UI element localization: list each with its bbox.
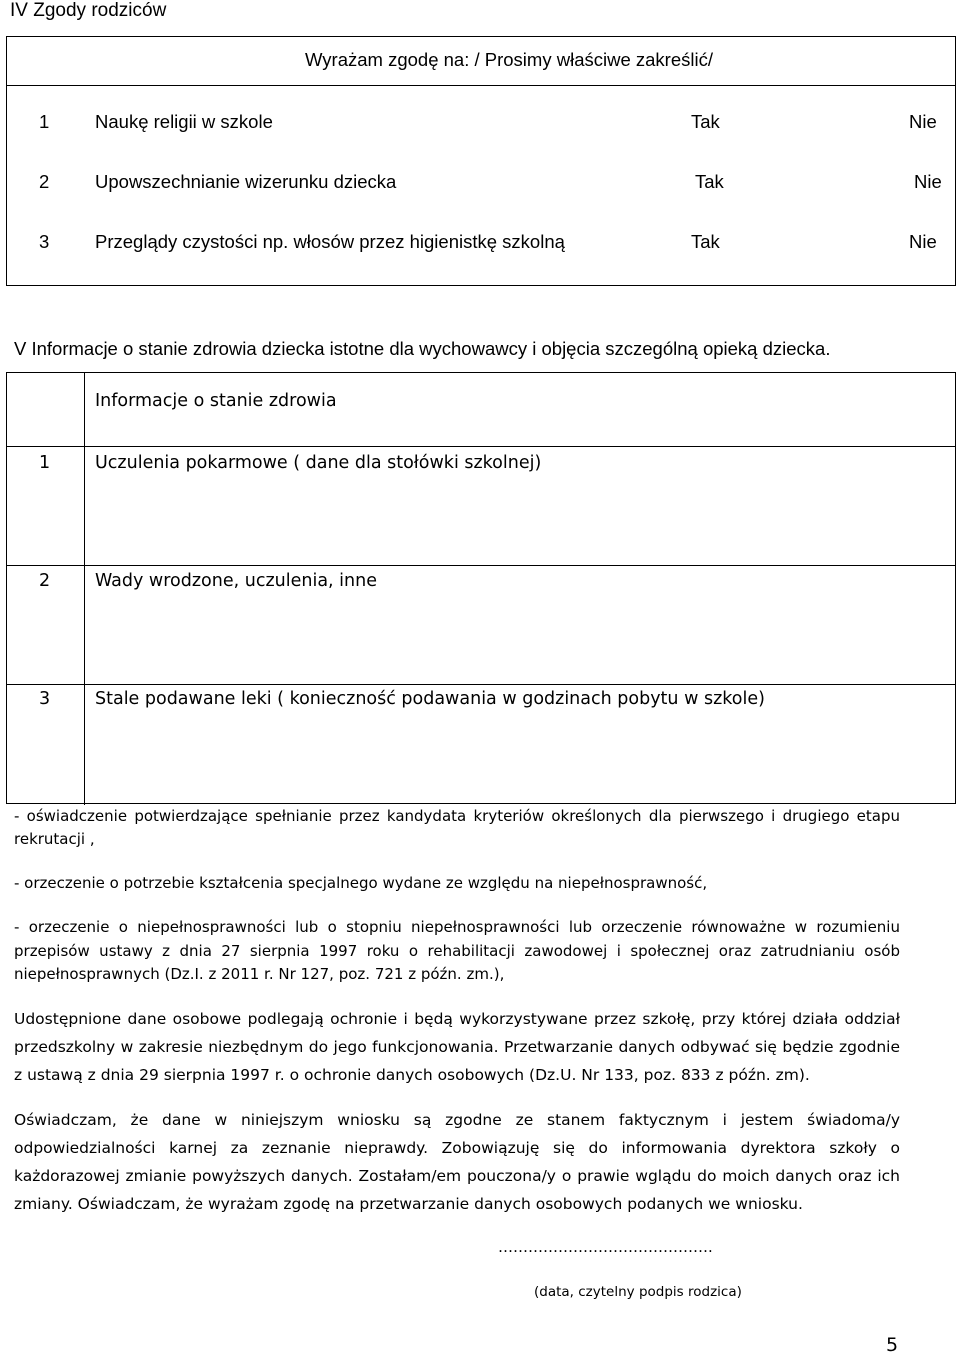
section-v-heading: V Informacje o stanie zdrowia dziecka istotne dla wychowawcy i objęcia szczególną opieką dziecka. — [14, 338, 831, 359]
consent-yes-option[interactable]: Tak — [691, 231, 720, 252]
section-iv-heading: IV Zgody rodziców — [10, 0, 167, 21]
consent-yes-option[interactable]: Tak — [691, 111, 720, 132]
consent-no-option[interactable]: Nie — [914, 171, 942, 192]
consent-row-number: 1 — [39, 111, 50, 132]
consent-no-option[interactable]: Nie — [909, 111, 937, 132]
health-table-row-divider — [7, 565, 955, 566]
attachment-item-disability: - orzeczenie o niepełnosprawności lub o stopniu niepełnosprawności lub orzeczenie równoważne w rozumieniu przepisów ustawy z dnia 27 sierpnia 1997 roku o rehabilitacji zawodowej i społecznej oraz zatrudnianiu osób niepełnosprawnych (Dz.I. z 2011 r. Nr 127, poz. 721 z późn. zm.), — [14, 918, 900, 983]
signature-caption: (data, czytelny podpis rodzica) — [534, 1284, 742, 1300]
attachment-item-special-education: - orzeczenie o potrzebie kształcenia specjalnego wydane ze względu na niepełnosprawność, — [14, 874, 708, 892]
consent-no-option[interactable]: Nie — [909, 231, 937, 252]
health-table-row-divider — [7, 446, 955, 447]
health-row-number: 2 — [39, 571, 51, 591]
consent-row-label: Upowszechnianie wizerunku dziecka — [95, 171, 397, 192]
health-row-label: Uczulenia pokarmowe ( dane dla stołówki szkolnej) — [95, 453, 542, 473]
consent-table — [6, 36, 956, 286]
health-row-label: Stale podawane leki ( konieczność podawania w godzinach pobytu w szkole) — [95, 689, 765, 709]
consent-table-header: Wyrażam zgodę na: / Prosimy właściwe zakreślić/ — [305, 49, 713, 70]
parent-declaration: Oświadczam, że dane w niniejszym wniosku są zgodne ze stanem faktycznym i jestem świadoma/y odpowiedzialności karnej za zeznanie nieprawdy. Zobowiązuję się do informowania dyrektora szkoły o każdorazowej zmianie powyższych danych. Zostałam/em pouczona/y o prawie wglądu do moich danych oraz ich zmiany. Oświadczam, że wyrażam zgodę na przetwarzanie danych osobowych podanych we wniosku. — [14, 1111, 900, 1213]
health-info-table — [6, 372, 956, 804]
health-table-header: Informacje o stanie zdrowia — [95, 391, 337, 411]
consent-row-number: 2 — [39, 171, 50, 192]
consent-table-divider — [7, 85, 955, 86]
consent-row-number: 3 — [39, 231, 50, 252]
consent-row-label: Naukę religii w szkole — [95, 111, 273, 132]
consent-yes-option[interactable]: Tak — [695, 171, 724, 192]
attachment-item-criteria: - oświadczenie potwierdzające spełnianie przez kandydata kryteriów określonych dla pierwszego i drugiego etapu rekrutacji , — [14, 807, 900, 848]
health-table-row-divider — [7, 684, 955, 685]
data-protection-notice: Udostępnione dane osobowe podlegają ochronie i będą wykorzystywane przez szkołę, przy której działa oddział przedszkolny w zakresie niezbędnym do jego funkcjonowania. Przetwarzanie danych odbywać się będzie zgodnie z ustawą z dnia 29 sierpnia 1997 r. o ochronie danych osobowych (Dz.U. Nr 133, poz. 833 z późn. zm). — [14, 1010, 900, 1084]
page-number: 5 — [886, 1334, 899, 1356]
health-row-number: 1 — [39, 453, 51, 473]
signature-line: ……………………………………. — [498, 1238, 713, 1256]
health-row-label: Wady wrodzone, uczulenia, inne — [95, 571, 377, 591]
consent-row-label: Przeglądy czystości np. włosów przez higienistkę szkolną — [95, 231, 565, 252]
health-table-column-divider — [84, 373, 85, 805]
health-row-number: 3 — [39, 689, 51, 709]
